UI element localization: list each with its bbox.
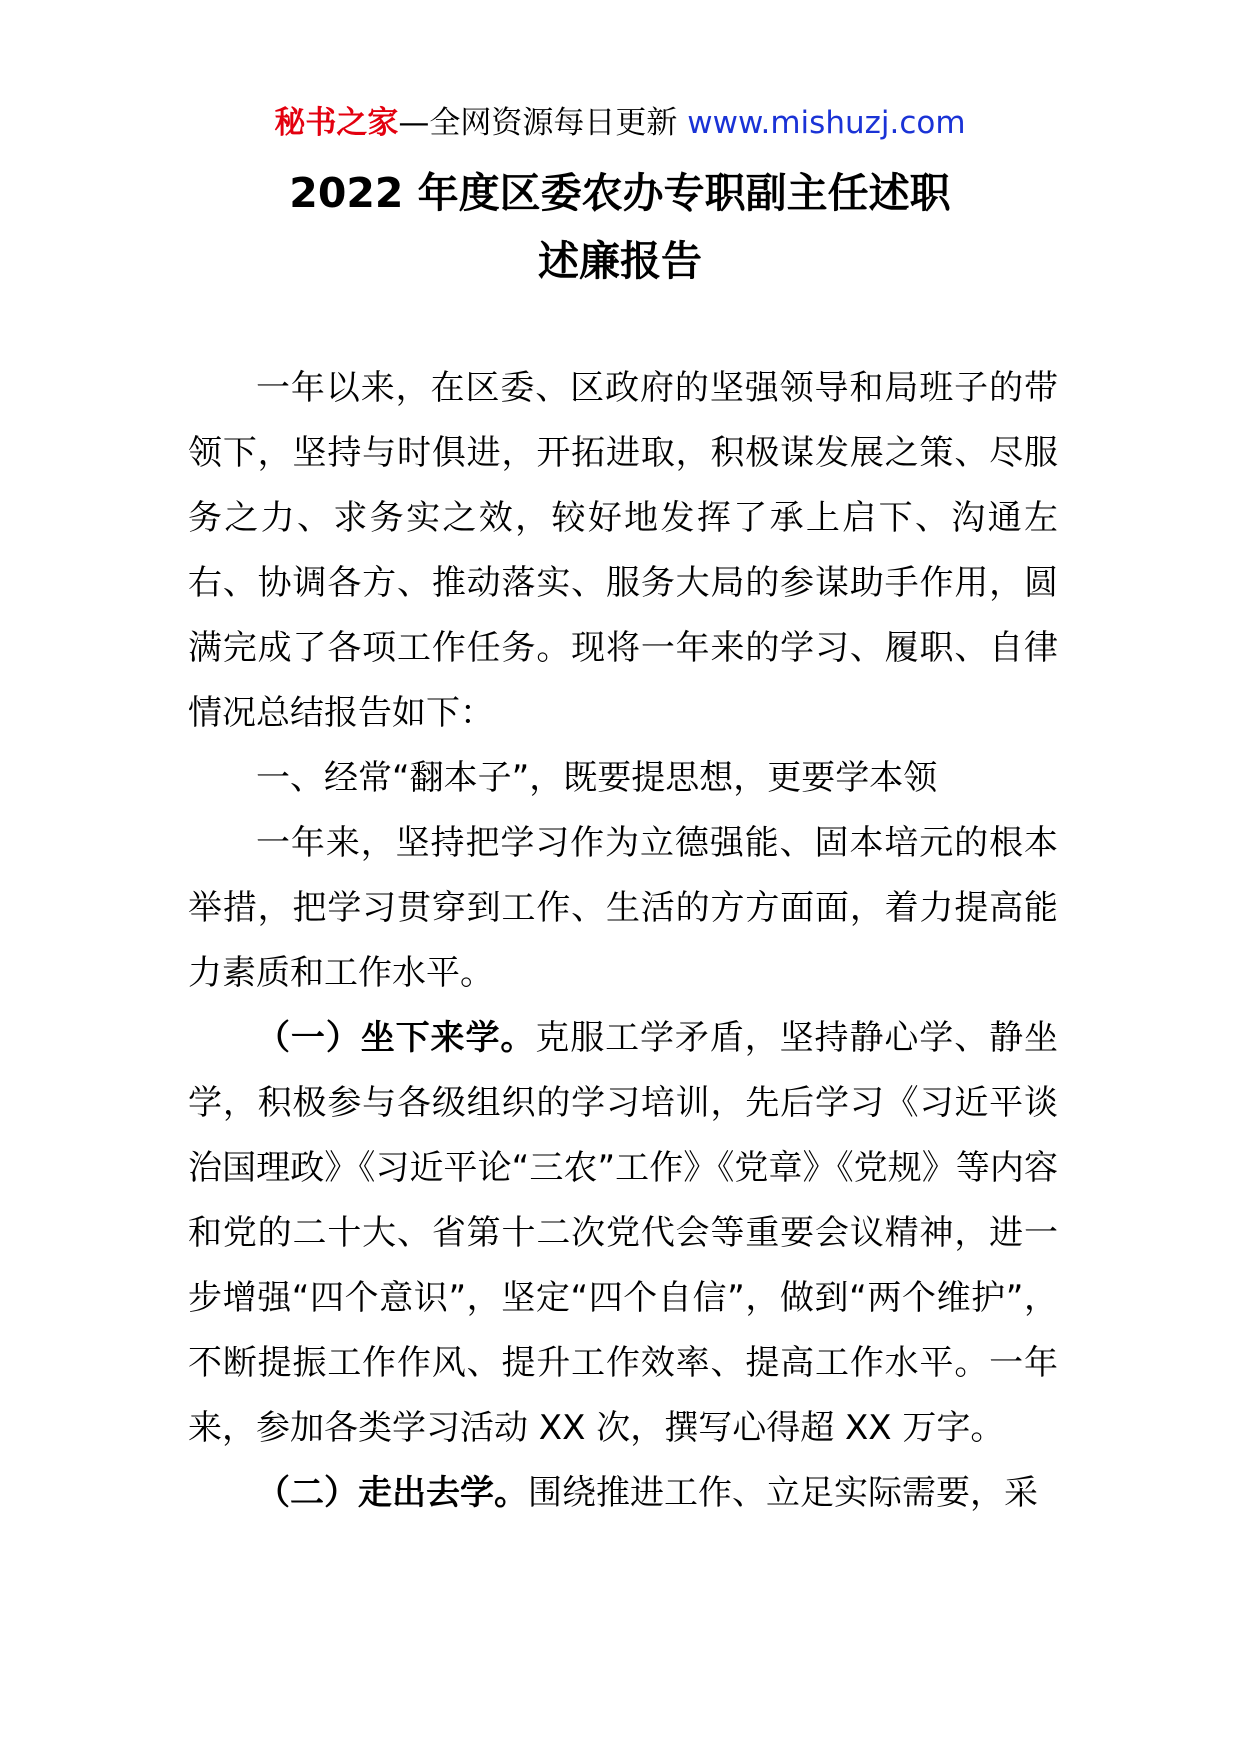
- site-url[interactable]: www.mishuzj.com: [687, 105, 966, 141]
- item-1-paragraph: [188, 1006, 1058, 1461]
- item-2-text: 围绕推进工作、立足实际需要，采: [528, 1473, 1038, 1513]
- document-title-line-2: 述廉报告: [538, 237, 702, 285]
- brand-name: 秘书之家: [274, 105, 399, 141]
- section-1-paragraph: 一年来，坚持把学习作为立德强能、固本培元的根本举措，把学习贯穿到工作、生活的方方面面，着力提高能力素质和工作水平。: [188, 823, 1058, 993]
- document-body: [188, 356, 1058, 1526]
- intro-paragraph: 一年以来，在区委、区政府的坚强领导和局班子的带领下，坚持与时俱进，开拓进取，积极谋发展之策、尽服务之力、求务实之效，较好地发挥了承上启下、沟通左右、协调各方、推动落实、服务大局的参谋助手作用，圆满完成了各项工作任务。现将一年来的学习、履职、自律情况总结报告如下：: [188, 368, 1058, 733]
- header-slogan: —全网资源每日更新: [398, 105, 688, 141]
- document-title-line-1: 2022 年度区委农办专职副主任述职: [289, 169, 951, 217]
- site-header: [0, 100, 1240, 146]
- section-1-heading: 一、经常“翻本子”，既要提思想，更要学本领: [256, 758, 938, 798]
- item-2-lead: （二）走出去学。: [256, 1473, 528, 1513]
- item-2-paragraph: [188, 1461, 1058, 1526]
- item-1-lead: （一）坐下来学。: [256, 1018, 536, 1058]
- item-1-text: 克服工学矛盾，坚持静心学、静坐学，积极参与各级组织的学习培训，先后学习《习近平谈治国理政》《习近平论“三农”工作》《党章》《党规》等内容和党的二十大、省第十二次党代会等重要会议精神，进一步增强“四个意识”，坚定“四个自信”，做到“两个维护”，不断提振工作作风、提升工作效率、提高工作水平。一年来，参加各类学习活动 XX 次，撰写心得超 XX 万字。: [188, 1018, 1059, 1448]
